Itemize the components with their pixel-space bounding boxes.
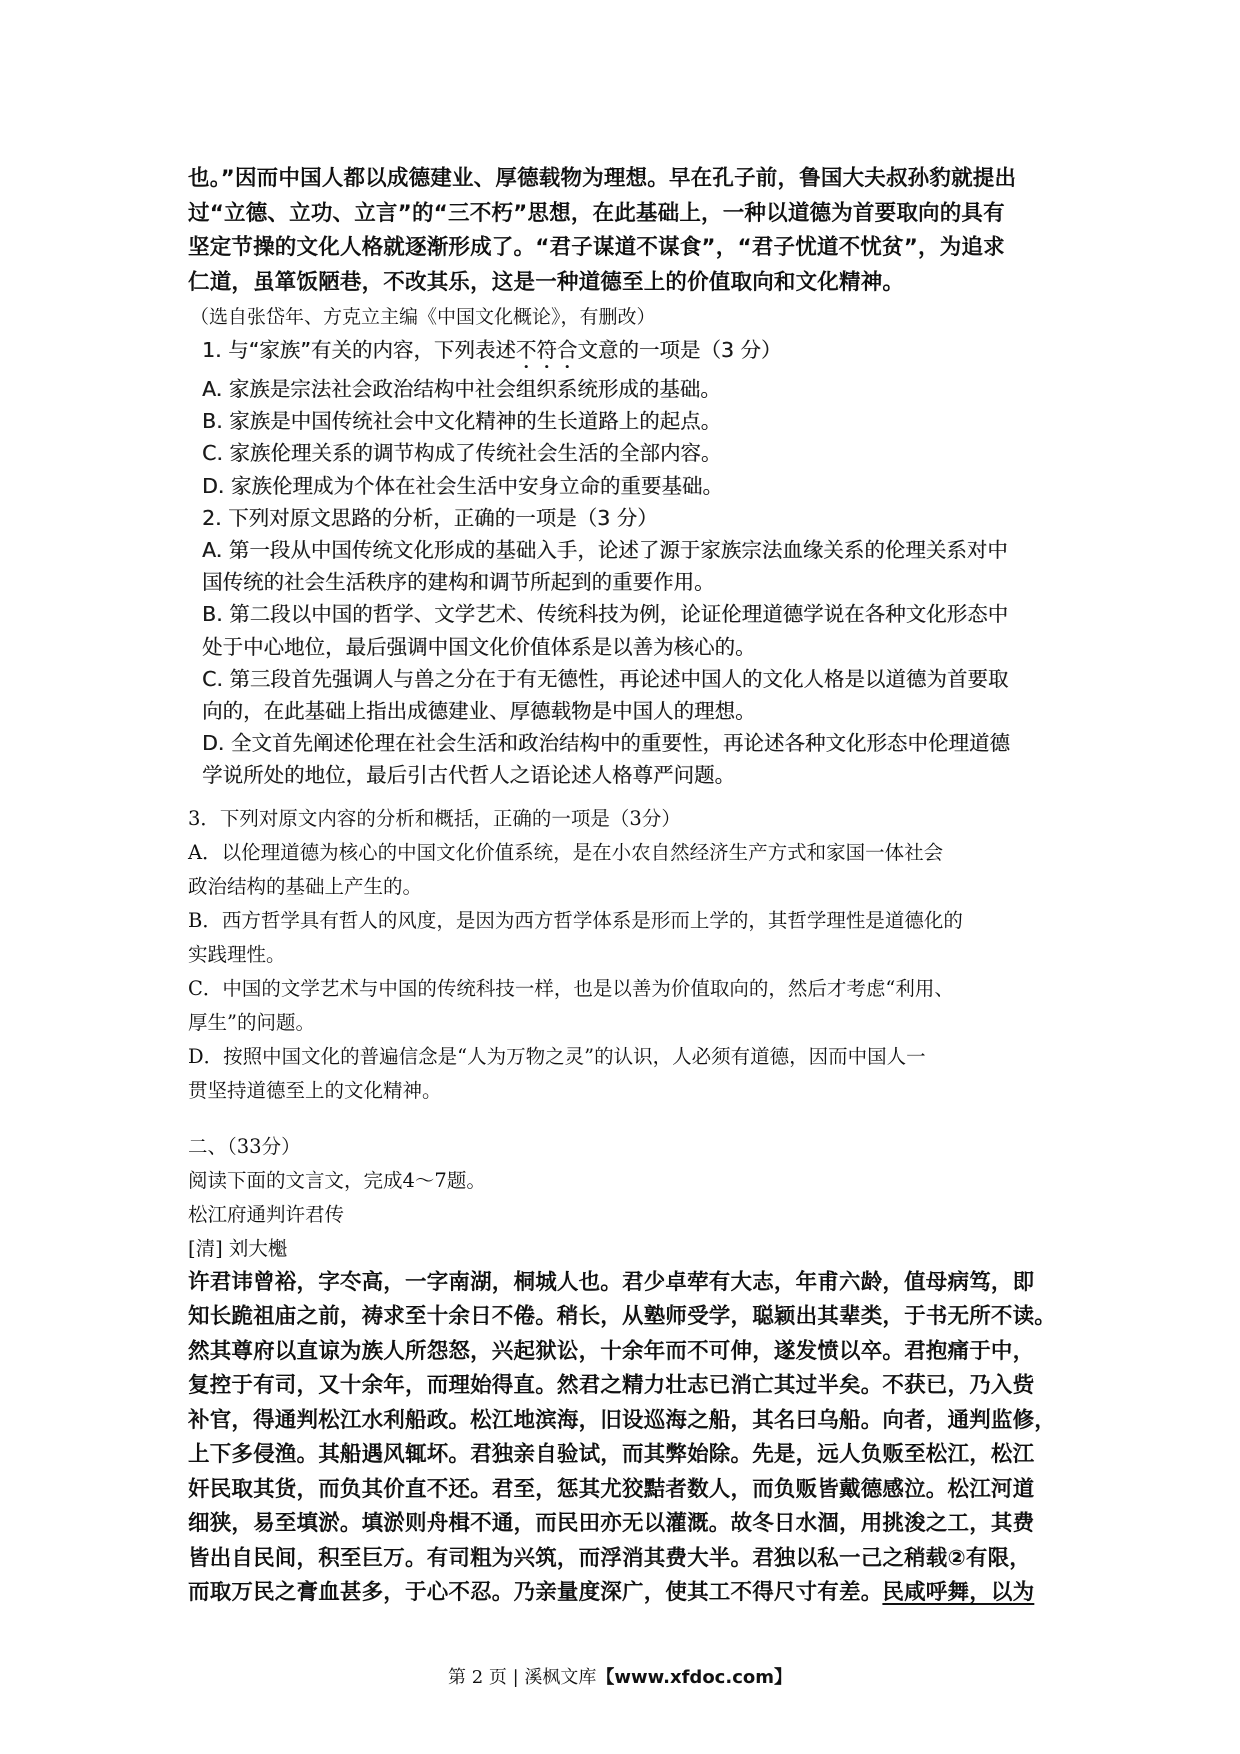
q2-option-d-line1: D. 全文首先阐述伦理在社会生活和政治结构中的重要性，再论述各种文化形态中伦理道德	[202, 731, 1010, 756]
underlined-phrase: 民咸呼舞，以为	[882, 1580, 1035, 1606]
page-content	[188, 162, 1088, 1611]
classical-text-title: 松江府通判许君传	[188, 1202, 345, 1226]
q2-option-c-line2: 向的，在此基础上指出成德建业、厚德载物是中国人的理想。	[202, 699, 756, 724]
classical-line: 然其尊府以直谅为族人所怨怒，兴起狱讼，十余年而不可伸，遂发愤以卒。君抱痛于中，	[188, 1338, 1035, 1364]
q2-option-c-line1: C. 第三段首先强调人与兽之分在于有无德性，再论述中国人的文化人格是以道德为首要取	[202, 666, 1009, 691]
q1-stem-after: 文意的一项是（3 分）	[577, 338, 782, 362]
q3-option-c-line2: 厚生”的问题。	[188, 1010, 315, 1034]
classical-line: 复控于有司，又十余年，而理始得直。然君之精力壮志已消亡其过半矣。不获已，乃入赀	[188, 1373, 1035, 1399]
source-note: （选自张岱年、方克立主编《中国文化概论》，有删改）	[190, 306, 656, 328]
q1-stem-before: 1. 与“家族”有关的内容，下列表述	[202, 338, 516, 362]
q3-option-b-line1: B．西方哲学具有哲人的风度，是因为西方哲学体系是形而上学的，其哲学理性是道德化的	[188, 908, 963, 932]
question-3	[188, 802, 1088, 1108]
passage-line: 坚定节操的文化人格就逐渐形成了。“君子谋道不谋食”，“君子忧道不忧贫”，为追求	[188, 235, 1005, 260]
q3-option-d-line2: 贯坚持道德至上的文化精神。	[188, 1078, 442, 1102]
classical-line-last	[188, 1576, 1088, 1611]
section-2-header	[188, 1130, 1088, 1266]
classical-line: 知长跪祖庙之前，祷求至十余日不倦。稍长，从塾师受学，聪颖出其辈类，于书无所不读。	[188, 1304, 1057, 1330]
section-instruction: 阅读下面的文言文，完成4～7题。	[188, 1168, 486, 1192]
q2-option-b-line2: 处于中心地位，最后强调中国文化价值体系是以善为核心的。	[202, 634, 756, 659]
q3-option-a-line2: 政治结构的基础上产生的。	[188, 874, 423, 898]
q1-option-c: C. 家族伦理关系的调节构成了传统社会生活的全部内容。	[202, 441, 722, 466]
q3-option-d-line1: D．按照中国文化的普遍信念是“人为万物之灵”的认识，人必须有道德，因而中国人一	[188, 1044, 926, 1068]
question-1	[188, 334, 1088, 502]
question-3-stem: 3．下列对原文内容的分析和概括，正确的一项是（3分）	[188, 806, 681, 830]
q1-option-d: D. 家族伦理成为个体在社会生活中安身立命的重要基础。	[202, 473, 723, 498]
footer-separator: |	[506, 1667, 525, 1688]
q1-stem-emphasis: 不符合	[515, 338, 578, 362]
passage-line: 过“立德、立功、立言”的“三不朽”思想，在此基础上，一种以道德为首要取向的具有	[188, 200, 1005, 226]
q3-option-a-line1: A．以伦理道德为核心的中国文化价值系统，是在小农自然经济生产方式和家国一体社会	[188, 840, 944, 864]
q1-option-a: A. 家族是宗法社会政治结构中社会组织系统形成的基础。	[202, 377, 721, 401]
question-1-stem	[188, 334, 1088, 373]
q3-option-c-line1: C．中国的文学艺术与中国的传统科技一样，也是以善为价值取向的，然后才考虑“利用、	[188, 976, 954, 1000]
q2-option-a-line2: 国传统的社会生活秩序的建构和调节所起到的重要作用。	[202, 570, 715, 595]
q2-option-b-line1: B. 第二段以中国的哲学、文学艺术、传统科技为例，论证伦理道德学说在各种文化形态中	[202, 602, 1009, 627]
q3-option-b-line2: 实践理性。	[188, 942, 286, 966]
classical-line: 奸民取其货，而负其价直不还。君至，惩其尤狡黠者数人，而负贩皆戴德感泣。松江河道	[188, 1476, 1035, 1502]
passage-line: 仁道，虽箪饭陋巷，不改其乐，这是一种道德至上的价值取向和文化精神。	[188, 269, 905, 295]
question-2-stem: 2. 下列对原文思路的分析，正确的一项是（3 分）	[202, 505, 658, 530]
q2-option-a-line1: A. 第一段从中国传统文化形成的基础入手，论述了源于家族宗法血缘关系的伦理关系对中	[202, 538, 1008, 563]
page-footer	[0, 1663, 1240, 1689]
question-2	[188, 502, 1088, 792]
passage-line: 也。”因而中国人都以成德建业、厚德载物为理想。早在孔子前，鲁国大夫叔孙豹就提出	[188, 166, 1017, 191]
classical-line: 许君讳曾裕，字冭高，一字南湖，桐城人也。君少卓荦有大志，年甫六龄，值母病笃，即	[188, 1269, 1035, 1295]
classical-text-author: [清] 刘大櫆	[188, 1236, 288, 1260]
classical-text	[188, 1266, 1088, 1611]
classical-line: 上下多侵渔。其船遇风辄坏。君独亲自验试，而其弊始除。先是，远人负贩至松江，松江	[188, 1442, 1035, 1468]
classical-line: 细狭，易至填淤。填淤则舟楫不通，而民田亦无以灌溉。故冬日水涸，用挑浚之工，其费	[188, 1511, 1035, 1537]
footer-site-url: 【www.xfdoc.com】	[596, 1667, 792, 1688]
section-heading: 二、（33分）	[188, 1134, 301, 1158]
passage-tail	[188, 162, 1088, 300]
classical-line-last-text: 而取万民之膏血甚多，于心不忍。乃亲量度深广，使其工不得尺寸有差。	[188, 1580, 883, 1606]
q2-option-d-line2: 学说所处的地位，最后引古代哲人之语论述人格尊严问题。	[202, 763, 735, 788]
classical-line: 补官，得通判松江水利船政。松江地滨海，旧设巡海之船，其名曰乌船。向者，通判监修，	[188, 1407, 1057, 1433]
classical-line: 皆出自民间，积至巨万。有司粗为兴筑，而浮消其费大半。君独以私一己之稍载②有限，	[188, 1545, 1032, 1571]
footer-site-name: 溪枫文库	[524, 1667, 597, 1688]
q1-option-b: B. 家族是中国传统社会中文化精神的生长道路上的起点。	[202, 409, 722, 434]
page-number: 第 2 页	[448, 1667, 507, 1688]
